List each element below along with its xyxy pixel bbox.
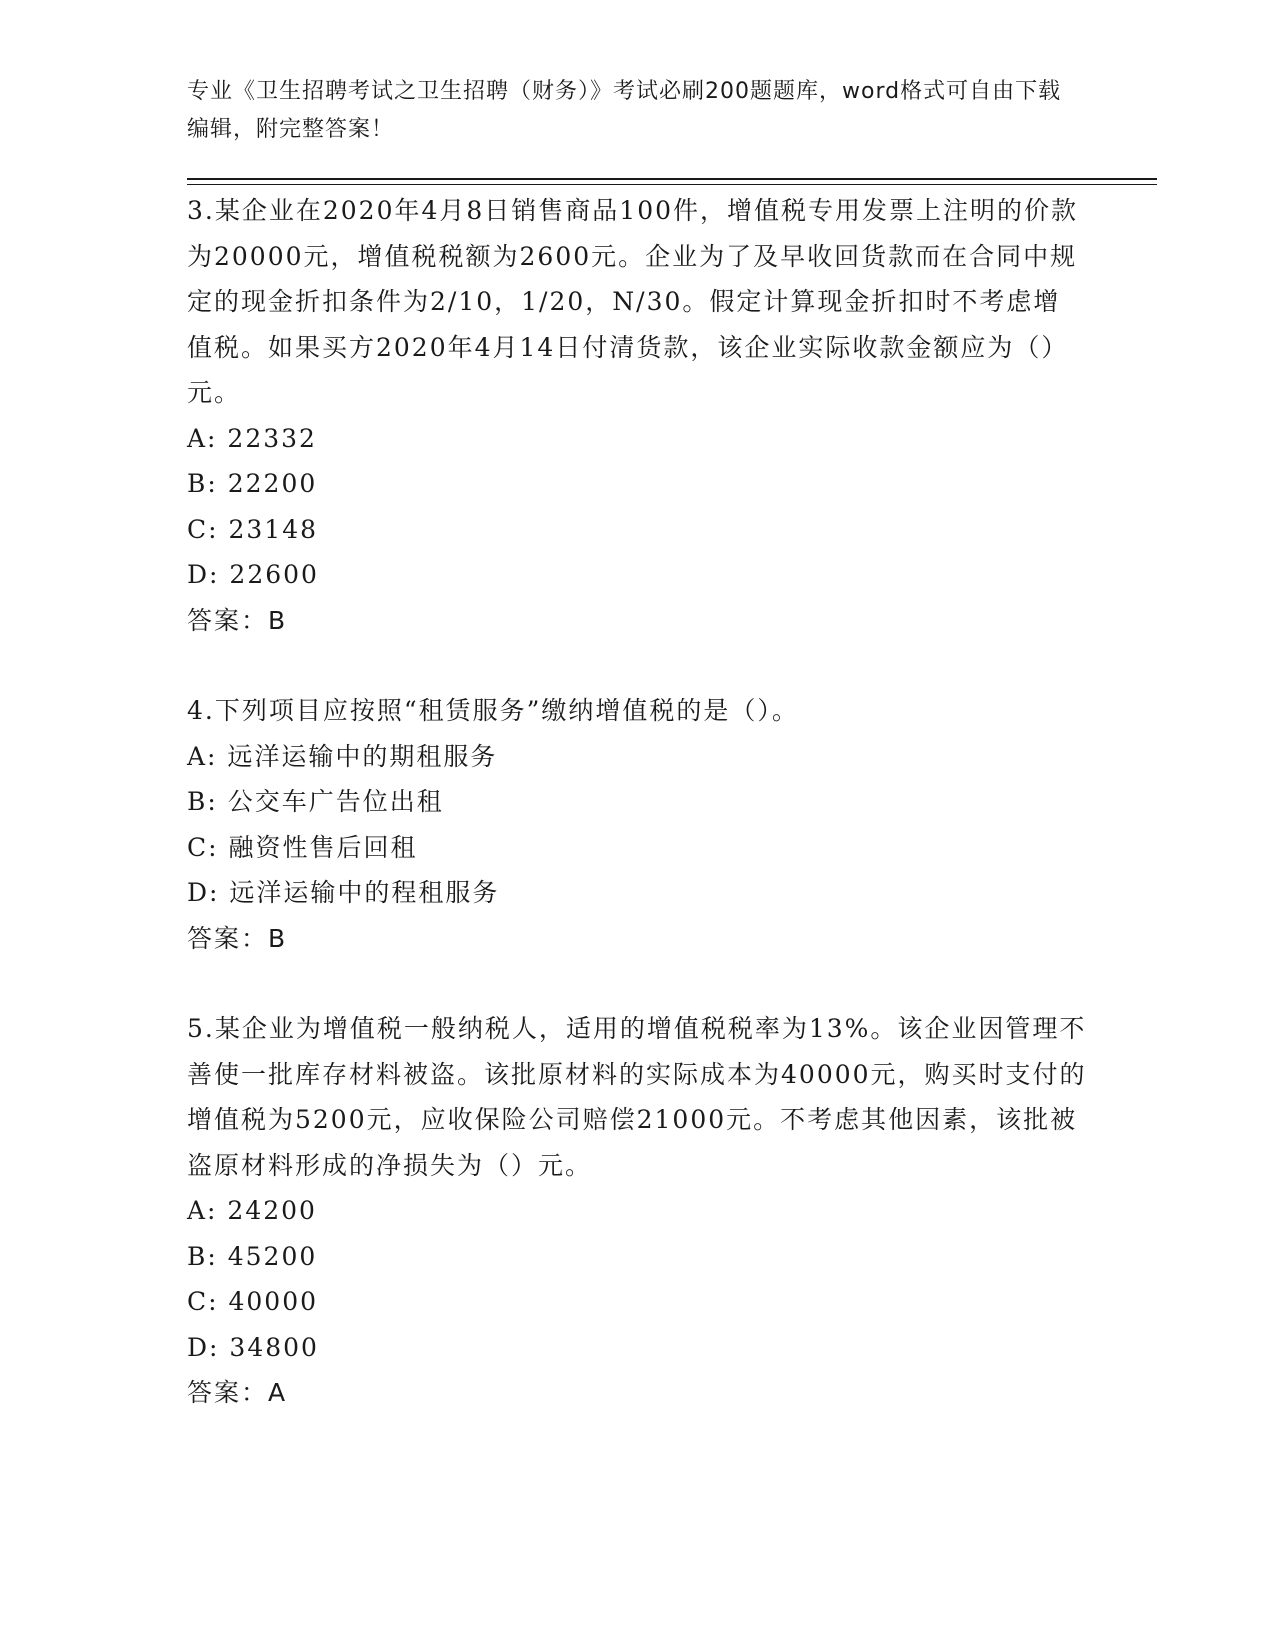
- option-b: B: 22200: [187, 469, 318, 498]
- question-stem: 5.某企业为增值税一般纳税人，适用的增值税税率为13%。该企业因管理不善使一批库存材料被盗。该批原材料的实际成本为40000元，购买时支付的增值税为5200元，应收保险公司赔偿21000元。不考虑其他因素，该批被盗原材料形成的净损失为（）元。: [187, 1014, 1087, 1180]
- answer-line: 答案：B: [187, 923, 288, 953]
- page-header: 专业《卫生招聘考试之卫生招聘（财务）》考试必刷200题题库，word格式可自由下载编辑，附完整答案！: [187, 79, 1062, 142]
- option-a: A: 24200: [187, 1196, 317, 1225]
- option-b: B: 45200: [187, 1241, 318, 1271]
- option-d: D: 远洋运输中的程租服务: [187, 878, 500, 907]
- option-d: D: 22600: [187, 560, 319, 589]
- question-stem: 4.下列项目应按照“租赁服务”缴纳增值税的是（）。: [187, 696, 799, 725]
- answer-line: 答案：B: [187, 605, 288, 635]
- question-4: [187, 688, 1087, 961]
- option-b: B: 公交车广告位出租: [187, 787, 444, 816]
- option-d: D: 34800: [187, 1332, 319, 1362]
- option-a: A: 远洋运输中的期租服务: [187, 741, 498, 771]
- header-divider-thin: [187, 184, 1157, 185]
- option-c: C: 40000: [187, 1287, 319, 1316]
- question-stem: 3.某企业在2020年4月8日销售商品100件，增值税专用发票上注明的价款为20000元，增值税税额为2600元。企业为了及早收回货款而在合同中规定的现金折扣条件为2/10，1/20，N/30。假定计算现金折扣时不考虑增值税。如果买方2020年4月14日付清货款，该企业实际收款金额应为（）元。: [187, 196, 1079, 407]
- option-a: A: 22332: [187, 423, 317, 453]
- option-c: C: 23148: [187, 514, 319, 544]
- header-divider-thick: [187, 178, 1157, 180]
- option-c: C: 融资性售后回租: [187, 832, 418, 862]
- question-5: [187, 1006, 1087, 1416]
- answer-line: 答案：A: [187, 1378, 288, 1407]
- question-3: [187, 188, 1087, 643]
